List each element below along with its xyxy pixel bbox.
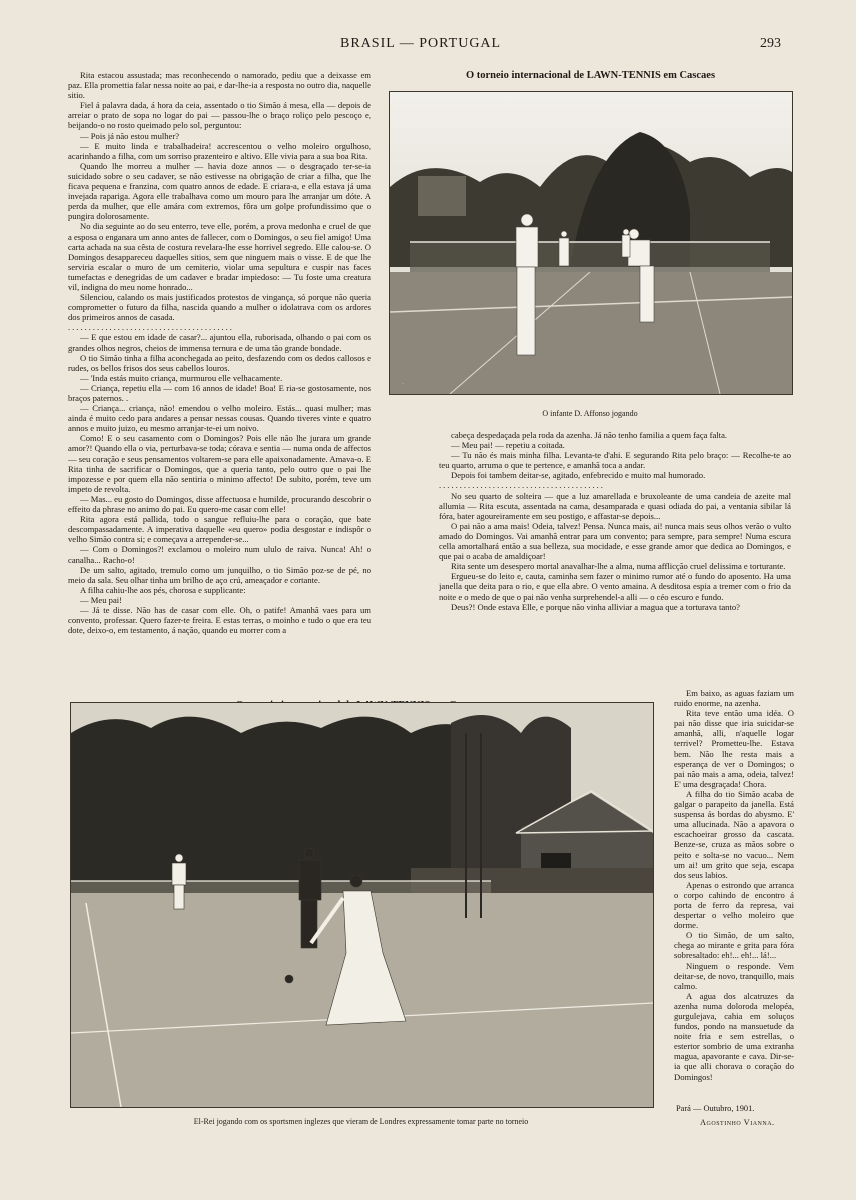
paragraph: — E muito linda e trabalhadeira! accrescentou o velho moleiro orgulhoso, acarinhando a filha, com um sorriso prazenteiro e altivo. Elle vivia para a sua boa Rita.	[68, 140, 371, 161]
signature-author: Agostinho Vianna.	[700, 1118, 775, 1127]
paragraph: Apenas o estrondo que arranca o corpo cahindo de encontro á porta de ferro da represa, vai despertar o velho moleiro que dorme.	[674, 879, 794, 931]
paragraph: Ergueu-se do leito e, cauta, caminha sem fazer o minimo rumor até o fundo do aposento. Ha uma janella que deita para o rio, e que ella abre. O vento amaina. A desditosa espia a tremer com o frio da noite e o medo de que o pai não venha surprehendel-a alli — o céo escuro e fundo.	[439, 571, 791, 602]
middle-text-column	[439, 430, 791, 692]
paragraph: — Meu pai!	[80, 594, 123, 605]
paragraph: Em baixo, as aguas faziam um ruido enorme, na azenha.	[674, 688, 794, 709]
paragraph: — Meu pai! — repetiu a coitada.	[451, 440, 565, 451]
paragraph: Quando lhe morreu a mulher — havia doze annos — o desgraçado ter-se-ia suicidado sobre o seu cadaver, se não estivesse na obrigação de criar a filha, que lhe ficava pequena e franzina, com quatro annos de edade. E criara-a, e ella estava já uma invejada rapariga. Agora elle trabalhava como um mouro para lhe arranjar um dóte. A perda da mulher, que elle amára com extremos, fôra um golpe profundissimo que o pungira dolorosamente.	[68, 160, 371, 222]
left-text-column	[68, 70, 371, 666]
paragraph: cabeça despedaçada pela roda da azenha. Já não tenho familia a quem faça falta.	[451, 430, 728, 440]
paragraph: No seu quarto de solteira — que a luz amarellada e bruxoleante de uma candeia de azeite mal allumia — Rita escuta, assentada na cama, desamparada e quasi odiada do pai, a ventania sibilar lá fóra, bater agoureiramente em seu postigo, e affastar-se depois...	[439, 490, 791, 521]
paragraph: — Mas... eu gosto do Domingos, disse affectuosa e humilde, procurando descobrir o effeito da phrase no animo do pai. Eu quero-me casar com elle!	[68, 493, 371, 515]
paragraph: De um salto, agitado, tremulo como um junquilho, o tio Simão poz-se de pé, no meio da sala. Seu olhar tinha um brilho de aço crú, ameaçador e cortante.	[68, 564, 371, 585]
page-number: 293	[760, 36, 781, 51]
paragraph: O tio Simão, de um salto, chega ao mirante e grita para fóra sobresaltado: eh!... eh!... lá!...	[674, 930, 794, 961]
paragraph: Rita sente um desespero mortal anavalhar-lhe a alma, numa afflicção cruel delissima e torturante.	[451, 561, 786, 572]
page-header	[0, 36, 856, 56]
paragraph: Ninguem o responde. Vem deitar-se, de novo, tranquillo, mais calmo.	[674, 960, 794, 991]
bottom-photo-caption: El-Rei jogando com os sportsmen inglezes que vieram de Londres expressamente tomar parte no torneio	[193, 1117, 529, 1126]
paragraph: — Criança... criança, não! emendou o velho moleiro. Estás... quasi mulher; mas ainda é muito cedo para andares a pensar nessas cousas. Quando tiveres vinte e quatro annos e muito juizo, eu mesmo arranjar-te-ei um noivo.	[68, 403, 371, 434]
paragraph: Como! E o seu casamento com o Domingos? Pois elle não lhe jurara um grande amor?! Quando ella o via, perturbava-se toda; córava e sentia — numa onda de affectos — seu coração e seus pensamentos voltarem-se para elle apaixonadamente. Amava-o. E Rita tinha de sacrificar o Domingos, que a queria tanto, pelo outro que o pai lhe impozesse e por quem ella não sentiria o minimo affecto! De subito, porém, teve um impeto de revolta.	[68, 433, 371, 494]
paragraph: Deus?! Onde estava Elle, e porque não vinha alliviar a magua que a torturava tanto?	[451, 601, 740, 612]
top-photo-caption: O infante D. Affonso jogando	[542, 409, 638, 418]
paragraph: O pai não a ama mais! Odeia, talvez! Pensa. Nunca mais, ai! nunca mais seus olhos verão o vulto amado do Domingos. Vai amanhã entrar para um convento; para sempre, para sempre! Numa escura cella amortalhará então a sua belleza, sua mocidade, e esse grande amor que dedica ao Domingos, e que pai o acaba de amaldiçoar!	[439, 520, 791, 562]
paragraph: — Já te disse. Não has de casar com elle. Oh, o patife! Amanhã vaes para um convento, professar. Quero fazer-te freira. E estas terras, o moinho e tudo o que era teu dote, deixo-o, em testamento, á nação, quando eu morrer com a	[68, 604, 371, 636]
paragraph: ........................................	[439, 480, 605, 491]
paragraph: — E que estou em idade de casar?... ajuntou ella, ruborisada, olhando o pai com os grandes olhos negros, cheios de immensa ternura e de uma tão grande bondade.	[68, 332, 371, 353]
paragraph: — Pois já não estou mulher?	[80, 130, 180, 141]
paragraph: Depois foi tambem deitar-se, agitado, enfebrecido e muito mal humorado.	[451, 470, 706, 481]
paragraph: — Com o Domingos?! exclamou o moleiro num ululo de raiva. Nunca! Ah! o canalha... Racho-o!	[68, 544, 371, 565]
top-photo-heading: O torneio internacional de LAWN-TENNIS em Cascaes	[465, 70, 716, 81]
paragraph: No dia seguinte ao do seu enterro, teve elle, porém, a prova medonha e cruel de que a esposa o enganara um anno antes de fallecer, com o Domingos, o seu fiel amigo! Uma carta achada na sua cêsta de costura revelara-lhe esse horrivel segredo. Elle calou-se. O Domingos desappareceu daquelles sitios, sem que ninguem mais o visse. E de que lhe serviria escalar o muro de um cemiterio, violar uma sepultura e cuspir nas faces tumefactas e denegridas de um cadaver e bradar impiedoso: — Tu foste uma creatura vil, indigna do meu nome honrado...	[68, 221, 371, 292]
paragraph: ........................................	[68, 322, 234, 333]
paragraph: A filha cahiu-lhe aos pés, chorosa e supplicante:	[80, 584, 246, 595]
signature-place-date: Pará — Outubro, 1901.	[676, 1104, 755, 1113]
right-text-column	[674, 688, 794, 1098]
paragraph: A agua dos alcatruzes da azenha numa doloroda melopéa, gurgulejava, cahia em soluços fundos, pondo na mansuetude da noite fria e sem estrellas, o estertor sombrio de uma extranha magua, apavorante e cava. Dir-se-ia que alli chorava o coração do Domingos!	[674, 990, 794, 1082]
paragraph: Silenciou, calando os mais justificados protestos de vingança, só porque não queria comprometter o futuro da filha, nascida quando a mulher o idolatrava com os ardores dos primeiros annos de casada.	[68, 292, 371, 323]
paragraph: — 'Inda estás muito criança, murmurou elle velhacamente.	[80, 372, 283, 383]
journal-title: BRASIL — PORTUGAL	[340, 36, 502, 51]
svg-text:·: ·	[402, 380, 405, 388]
paragraph: Rita teve então uma idéa. O pai não disse que iria suicidar-se amanhã, alli, n'aquelle logar terrivel? Prometteu-lhe. Estava bem. Não lhe resta mais a esperança de ver o Domingos; o pai não mais a ama, odeia, talvez! E' uma desgraçada! Chora.	[674, 708, 794, 789]
paragraph: Fiel á palavra dada, á hora da ceia, assentado o tio Simão á mesa, ella — depois de arreiar o prato de sopa no logar do pai — passou-lhe o braço roliço pelo pescoço e, beijando-o no rosto queimado pelo sol, perguntou:	[68, 100, 371, 131]
paragraph: O tio Simão tinha a filha aconchegada ao peito, desfazendo com os dedos callosos e rudes, os bellos frisos dos seus cabellos louros.	[68, 352, 371, 373]
paragraph: A filha do tio Simão acaba de galgar o parapeito da janella. Está suspensa ás bordas do abysmo. E' uma allucinada. Não a apavora o escachoeirar grosso da cascata. Benze-se, cruza as mãos sobre o peito e solta-se no vacuo... Nem um ai! um grito que seja, escapa dos seus labios.	[674, 788, 794, 880]
top-photo	[389, 91, 793, 395]
paragraph: Rita agora está pallida, todo o sangue refluiu-lhe para o coração, que bate descompassadamente. A imperativa daquelle «eu quero» podia desgostar e indispôr o velho Simão contra si; e começava a arrepender-se...	[68, 514, 371, 545]
paragraph: — Criança, repetiu ella — com 16 annos de idade! Boa! E ria-se gostosamente, nos braços paternos. .	[68, 382, 371, 403]
paragraph: Rita estacou assustada; mas reconhecendo o namorado, pediu que a deixasse em paz. Ella promettia falar nessa noite ao pai, e dar-lhe-ia a resposta no outro dia, naquelle sitio.	[68, 70, 371, 101]
bottom-photo	[70, 702, 654, 1108]
paragraph: — Tu não és mais minha filha. Levanta-te d'ahi. E segurando Rita pelo braço: — Recolhe-te ao teu quarto, arruma o que te pertence, e amanhã toca a andar.	[439, 450, 791, 471]
